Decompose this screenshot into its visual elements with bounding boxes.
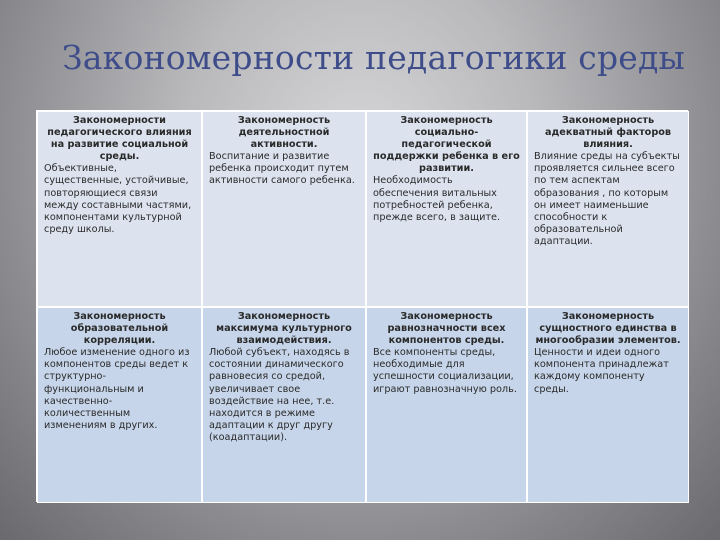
cell-heading: Закономерность максимума культурного взаимодействия. xyxy=(216,311,352,347)
cell-heading: Закономерность образовательной корреляции. xyxy=(70,311,169,347)
table-cell xyxy=(366,111,527,307)
cell-text: Ценности и идеи одного компонента принадлежат каждому компоненту среды. xyxy=(534,347,669,395)
regularities-table xyxy=(36,110,688,502)
page-title: Закономерности педагогики среды xyxy=(62,38,685,77)
cell-text: Все компоненты среды, необходимые для успешности социализации, играют равнозначную роль. xyxy=(373,347,517,395)
cell-text: Объективные, существенные, устойчивые, повторяющиеся связи между составными частями, компонентами культурной среду школы. xyxy=(44,163,192,235)
table-cell xyxy=(202,307,366,503)
table-cell xyxy=(366,307,527,503)
table-cell xyxy=(527,111,689,307)
table-cell xyxy=(527,307,689,503)
cell-heading: Закономерность сущностного единства в многообразии элементов. xyxy=(535,311,681,347)
cell-heading: Закономерность адекватный факторов влияния. xyxy=(544,115,672,151)
cell-text: Любой субъект, находясь в состоянии динамического равновесия со средой, увеличивает свое воздействие на нее, т.е. находится в режиме адаптации к друг другу (коадаптации). xyxy=(209,347,350,443)
cell-heading: Закономерность равнозначности всех компонентов среды. xyxy=(387,311,506,347)
cell-text: Влияние среды на субъекты проявляется сильнее всего по тем аспектам образования , по которым он имеет наименьшие способности к образовательной адаптации. xyxy=(534,151,680,247)
cell-heading: Закономерность деятельностной активности. xyxy=(237,115,331,151)
cell-text: Необходимость обеспечения витальных потребностей ребенка, прежде всего, в защите. xyxy=(373,175,501,223)
cell-text: Любое изменение одного из компонентов среды ведет к структурно-функциональным и качественно-количественным изменениям в других. xyxy=(44,347,190,431)
cell-heading: Закономерность социально-педагогической поддержки ребенка в его развитии. xyxy=(373,115,520,175)
cell-heading: Закономерности педагогического влияния на развитие социальной среды. xyxy=(47,115,192,163)
table-cell xyxy=(202,111,366,307)
table-cell xyxy=(37,307,202,503)
cell-text: Воспитание и развитие ребенка происходит путем активности самого ребенка. xyxy=(209,151,355,187)
table-cell xyxy=(37,111,202,307)
